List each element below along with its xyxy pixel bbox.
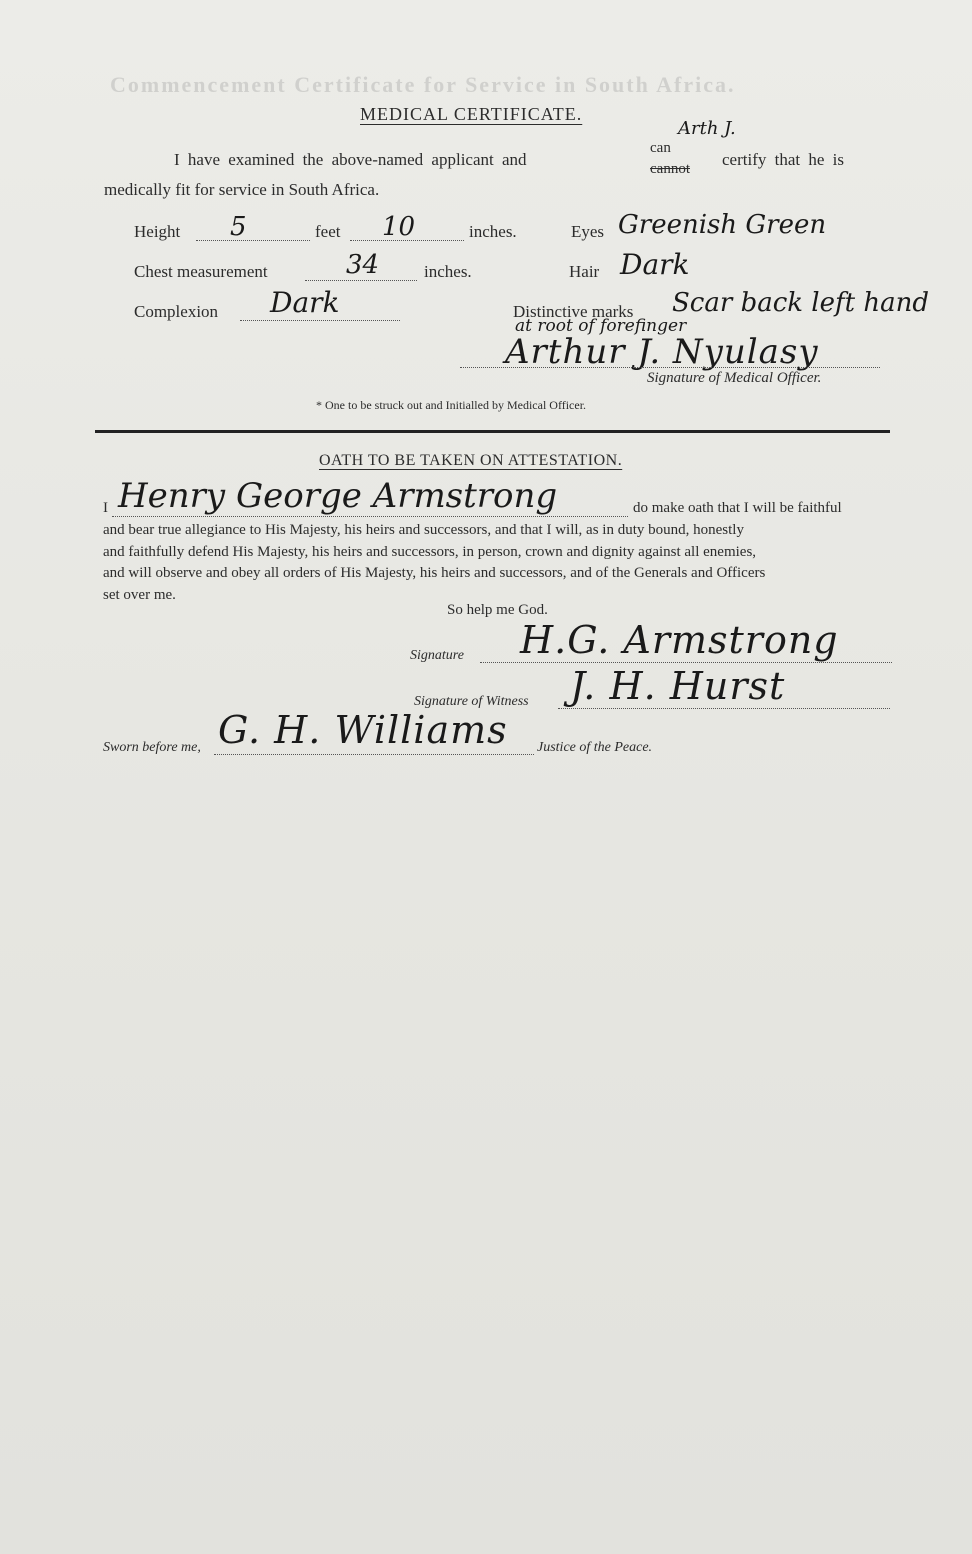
complexion-label: Complexion	[134, 302, 219, 321]
applicant-signature: H.G. Armstrong	[520, 618, 839, 662]
oath-line5: set over me.	[103, 587, 176, 603]
oath-title: OATH TO BE TAKEN ON ATTESTATION.	[319, 452, 623, 469]
section-divider	[95, 430, 890, 433]
eyes-value: Greenish Green	[618, 210, 827, 240]
footnote: * One to be struck out and Initialled by Medical Officer.	[316, 398, 587, 412]
medical-certificate-title: MEDICAL CERTIFICATE.	[360, 104, 583, 124]
jp-signature-line	[214, 754, 534, 755]
justice-of-peace-label: Justice of the Peace.	[537, 740, 653, 755]
cannot-option-struck: cannot	[650, 161, 690, 177]
signature-line	[480, 662, 892, 663]
witness-label: Signature of Witness	[414, 694, 529, 709]
oath-name: Henry George Armstrong	[118, 476, 558, 516]
medical-officer-signature: Arthur J. Nyulasy	[505, 332, 819, 372]
distinctive-marks-line1: Scar back left hand	[672, 288, 929, 318]
chest-value: 34	[346, 250, 380, 280]
chest-label: Chest measurement	[134, 262, 268, 281]
can-option: can	[650, 140, 671, 156]
height-label: Height	[134, 222, 181, 241]
feet-label: feet	[315, 222, 341, 241]
inches-label: inches.	[469, 222, 517, 241]
chest-line	[305, 280, 417, 281]
eyes-label: Eyes	[571, 222, 605, 241]
medical-para-line2: medically fit for service in South Africa.	[104, 180, 380, 199]
oath-line4: and will observe and obey all orders of His Majesty, his heirs and successors, and of the Generals and Officers	[103, 565, 766, 581]
distinctive-marks-label: Distinctive marks	[513, 302, 634, 321]
medical-officer-caption: Signature of Medical Officer.	[647, 370, 822, 386]
witness-line	[558, 708, 890, 709]
officer-signature-line	[460, 367, 880, 368]
chest-unit: inches.	[424, 262, 472, 281]
oath-line3: and faithfully defend His Majesty, his heirs and successors, in person, crown and dignity against all enemies,	[103, 544, 757, 560]
oath-line1-suffix: do make oath that I will be faithful	[633, 500, 842, 516]
complexion-line	[240, 320, 400, 321]
signature-label: Signature	[410, 648, 464, 663]
height-feet-value: 5	[230, 212, 247, 242]
medical-para-prefix: I have examined the above-named applicant and	[174, 150, 527, 169]
witness-signature: J. H. Hurst	[570, 664, 786, 708]
hair-label: Hair	[569, 262, 600, 281]
distinctive-marks-line2: at root of forefinger	[515, 316, 687, 336]
jp-signature: G. H. Williams	[218, 708, 508, 752]
oath-closing: So help me God.	[447, 602, 548, 618]
officer-initials: Arth J.	[678, 118, 736, 139]
sworn-before-label: Sworn before me,	[103, 740, 201, 755]
hair-value: Dark	[620, 248, 690, 281]
height-inches-value: 10	[382, 212, 416, 242]
height-feet-line	[196, 240, 310, 241]
oath-name-line	[112, 516, 628, 517]
oath-prefix: I	[103, 500, 108, 516]
bleed-through-heading: Commencement Certificate for Service in South Africa.	[110, 72, 736, 97]
oath-line2: and bear true allegiance to His Majesty, his heirs and successors, and that I will, as in duty bound, honestly	[103, 522, 744, 538]
medical-para-suffix: certify that he is	[722, 150, 844, 169]
complexion-value: Dark	[270, 286, 340, 319]
